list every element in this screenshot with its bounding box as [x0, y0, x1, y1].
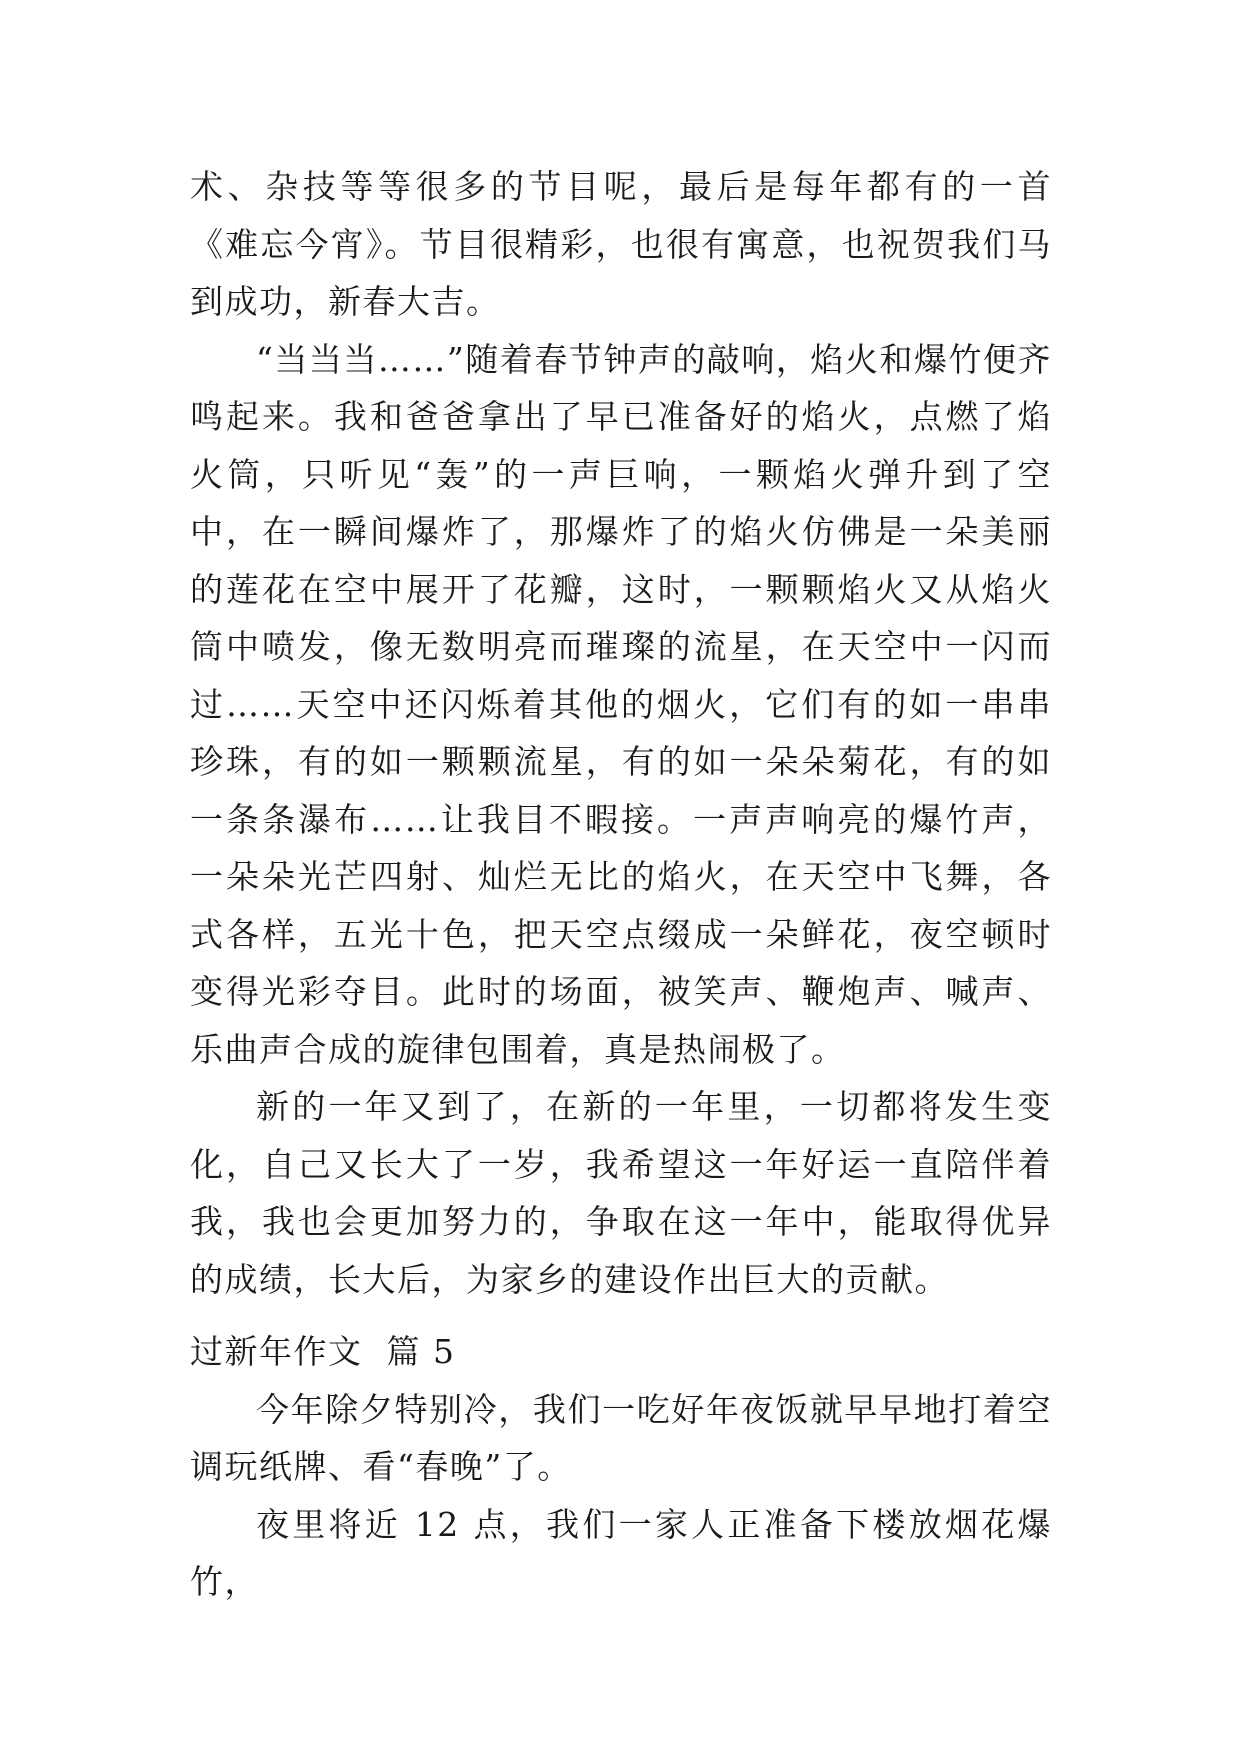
paragraph-3: 新的一年又到了，在新的一年里，一切都将发生变化，自己又长大了一岁，我希望这一年好运一直陪伴着我，我也会更加努力的，争取在这一年中，能取得优异的成绩，长大后，为家乡的建设作出巨大的贡献。: [190, 1087, 1052, 1299]
section-heading: 过新年作文 篇 5: [190, 1332, 456, 1371]
paragraph-4: 今年除夕特别冷，我们一吃好年夜饭就早早地打着空调玩纸牌、看“春晚”了。: [190, 1389, 1052, 1486]
paragraph-5: 夜里将近 12 点，我们一家人正准备下楼放烟花爆竹，: [190, 1504, 1052, 1601]
paragraph-2: “当当当……”随着春节钟声的敲响，焰火和爆竹便齐鸣起来。我和爸爸拿出了早已准备好的焰火，点燃了焰火筒，只听见“轰”的一声巨响，一颗焰火弹升到了空中，在一瞬间爆炸了，那爆炸了的焰火仿佛是一朵美丽的莲花在空中展开了花瓣，这时，一颗颗焰火又从焰火筒中喷发，像无数明亮而璀璨的流星，在天空中一闪而过……天空中还闪烁着其他的烟火，它们有的如一串串珍珠，有的如一颗颗流星，有的如一朵朵菊花，有的如一条条瀑布……让我目不暇接。一声声响亮的爆竹声，一朵朵光芒四射、灿烂无比的焰火，在天空中飞舞，各式各样，五光十色，把天空点缀成一朵鲜花，夜空顿时变得光彩夺目。此时的场面，被笑声、鞭炮声、喊声、乐曲声合成的旋律包围着，真是热闹极了。: [190, 339, 1052, 1069]
paragraph-1: 术、杂技等等很多的节目呢，最后是每年都有的一首《难忘今宵》。节目很精彩，也很有寓意，也祝贺我们马到成功，新春大吉。: [190, 167, 1052, 321]
essay-section-5: [190, 1323, 1052, 1611]
essay-body-continued: [190, 158, 1052, 1308]
